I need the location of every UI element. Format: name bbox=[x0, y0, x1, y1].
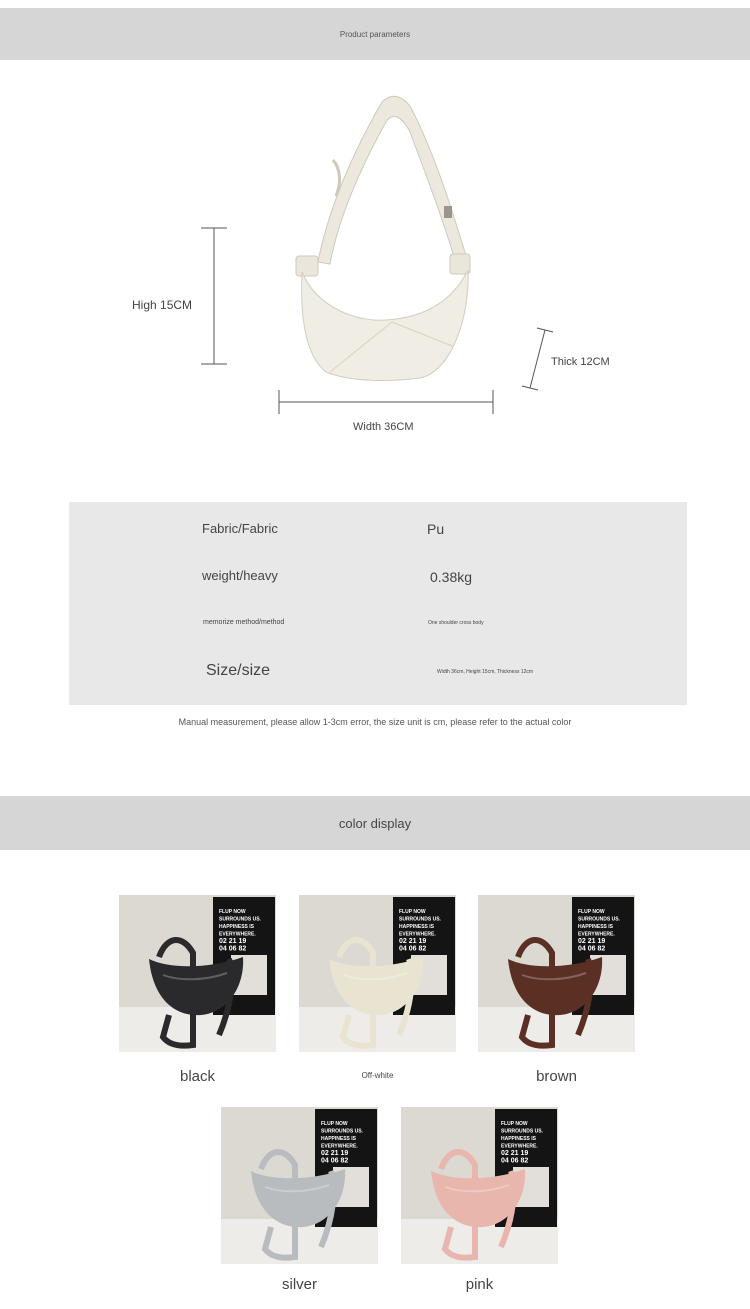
color-display-banner bbox=[0, 796, 750, 850]
poster-text-line: 04 06 82 bbox=[321, 1157, 349, 1165]
poster-text-line: 02 21 19 bbox=[501, 1150, 529, 1157]
poster-text-line: SURROUNDS US. bbox=[578, 916, 620, 923]
bag-tab-left bbox=[296, 256, 318, 276]
poster-text-line: 02 21 19 bbox=[578, 938, 606, 945]
color-photo-pink bbox=[401, 1107, 558, 1264]
spec-label-method: memorize method/method bbox=[203, 619, 285, 626]
poster-text-line: 02 21 19 bbox=[399, 938, 427, 945]
poster-text-line: SURROUNDS US. bbox=[501, 1128, 543, 1135]
color-label-silver: silver bbox=[281, 1276, 317, 1293]
poster-text-line: HAPPINESS IS bbox=[501, 1136, 537, 1142]
color-photo-silver bbox=[221, 1107, 378, 1264]
poster-text-line: EVERYWHERE. bbox=[578, 931, 615, 938]
strap-buckle-left bbox=[333, 160, 340, 196]
spec-label-fabric: Fabric/Fabric bbox=[202, 521, 278, 536]
poster-text-line: HAPPINESS IS bbox=[219, 924, 255, 930]
banner-title: Product parameters bbox=[339, 29, 411, 39]
spec-label-weight: weight/heavy bbox=[202, 568, 278, 583]
poster-text-line: 04 06 82 bbox=[578, 945, 606, 953]
poster-text-line: EVERYWHERE. bbox=[321, 1143, 358, 1150]
poster-text-line: EVERYWHERE. bbox=[501, 1143, 538, 1150]
poster-text-line: HAPPINESS IS bbox=[399, 924, 435, 930]
color-label-off-white: Off-white bbox=[361, 1071, 394, 1080]
bag-dimension-figure bbox=[0, 60, 750, 450]
thick-label: Thick 12CM bbox=[551, 356, 610, 368]
spec-value-method: One shoulder cross body bbox=[428, 620, 484, 626]
color-label-brown: brown bbox=[536, 1068, 577, 1085]
spec-value-weight: 0.38kg bbox=[430, 569, 473, 585]
spec-label-size: Size/size bbox=[206, 662, 271, 679]
poster-text-line: 04 06 82 bbox=[501, 1157, 529, 1165]
bag-body bbox=[302, 270, 469, 380]
poster-text-line: EVERYWHERE. bbox=[399, 931, 436, 938]
poster-text-line: FLUP NOW bbox=[578, 909, 605, 915]
poster-text-line: 04 06 82 bbox=[399, 945, 427, 953]
poster-text-line: SURROUNDS US. bbox=[321, 1128, 363, 1135]
poster-text-line: FLUP NOW bbox=[321, 1121, 348, 1127]
poster-text-line: FLUP NOW bbox=[399, 909, 426, 915]
color-photo-brown bbox=[478, 895, 635, 1052]
spec-value-size: Width 36cm, Height 15cm, Thickness 12cm bbox=[437, 669, 534, 675]
poster-text-line: 02 21 19 bbox=[219, 938, 247, 945]
color-photo-black bbox=[119, 895, 276, 1052]
color-photo-off-white bbox=[299, 895, 456, 1052]
poster-text-line: SURROUNDS US. bbox=[219, 916, 261, 923]
strap-buckle-right bbox=[444, 206, 452, 218]
spec-table bbox=[69, 502, 687, 705]
spec-value-fabric: Pu bbox=[427, 521, 445, 537]
poster-text-line: FLUP NOW bbox=[501, 1121, 528, 1127]
poster-text-line: 02 21 19 bbox=[321, 1150, 349, 1157]
color-label-pink: pink bbox=[465, 1276, 494, 1293]
poster-text-line: 04 06 82 bbox=[219, 945, 247, 953]
poster-text-line: FLUP NOW bbox=[219, 909, 246, 915]
height-label: High 15CM bbox=[132, 298, 193, 312]
thick-line bbox=[530, 330, 545, 388]
poster-text-line: HAPPINESS IS bbox=[321, 1136, 357, 1142]
width-label: Width 36CM bbox=[353, 421, 414, 433]
poster-text-line: HAPPINESS IS bbox=[578, 924, 614, 930]
poster-text-line: SURROUNDS US. bbox=[399, 916, 441, 923]
poster-text-line: EVERYWHERE. bbox=[219, 931, 256, 938]
color-label-black: black bbox=[179, 1068, 216, 1085]
color-display-title: color display bbox=[338, 815, 412, 831]
measurement-note: Manual measurement, please allow 1-3cm error, the size unit is cm, please refer to the actual color bbox=[178, 717, 572, 727]
product-parameters-banner bbox=[0, 8, 750, 60]
